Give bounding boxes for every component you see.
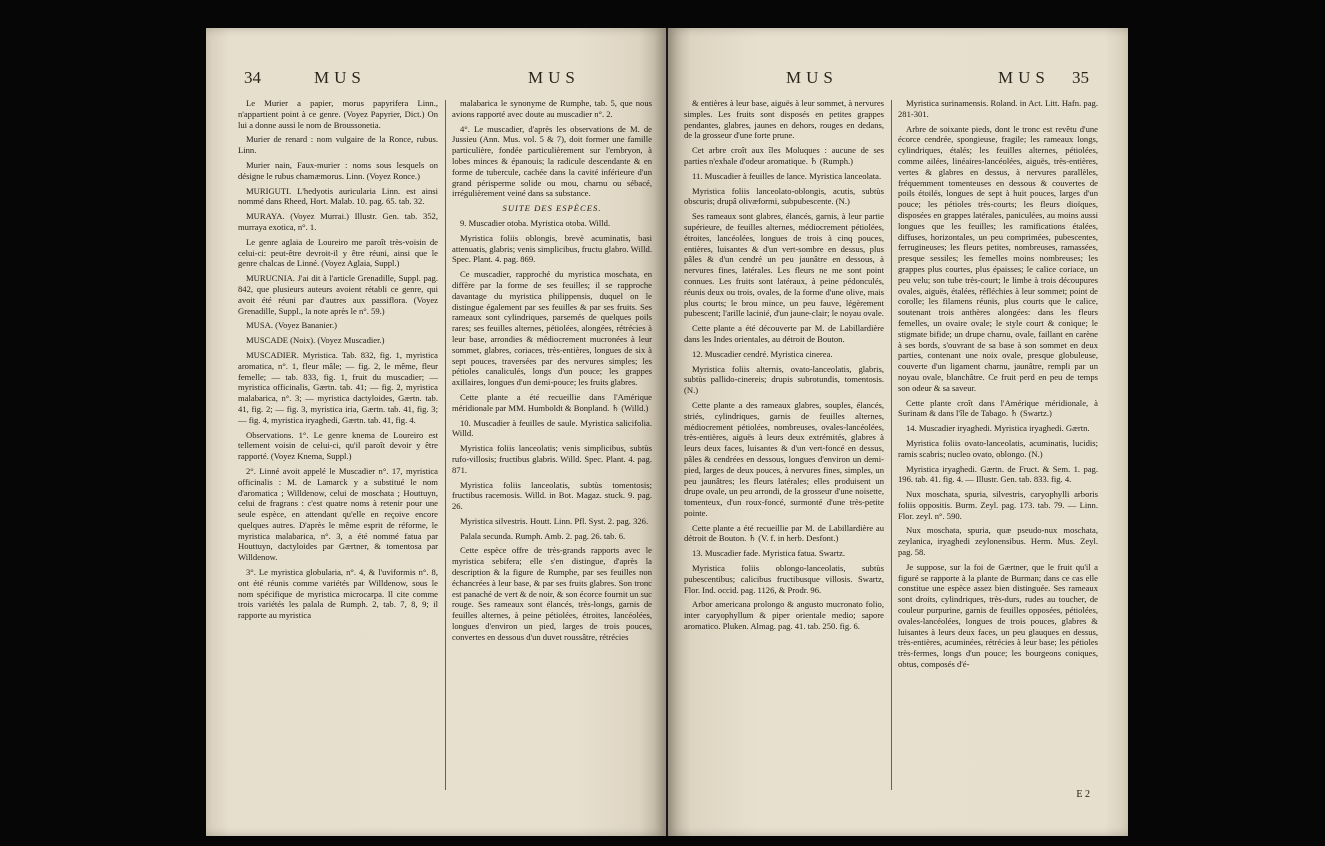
running-head-word: MUS [528,68,580,87]
paragraph: Cette espèce offre de très-grands rapports avec le myristica sebifera; elle s'en distingue, d'après la description & la figure de Rumphe, par ses feuilles non échancrées à leur base, & par ses fruits glabres. Son tronc est panaché de vert & de noir, & son écorce fournit un suc rouge. Ses rameaux sont élancés, très-longs, garnis de feuilles alternes, à peine pétiolées, étroites, lancéolées, longues d'environ un pied, larges de trois pouces, convertes en dessous d'un duvet roussâtre, rétrécies [452,545,652,642]
paragraph: 10. Muscadier à feuilles de saule. Myristica salicifolia. Willd. [452,417,652,439]
right-running-head [668,68,1128,92]
paragraph: 12. Muscadier cendré. Myristica cinerea. [692,348,833,359]
column-rule [891,100,892,790]
paragraph: Cette plante a été recueillie dans l'Amérique méridionale par MM. Humboldt & Bonpland. ♄ (Willd.) [452,391,652,413]
paragraph: Murier de renard : nom vulgaire de la Ronce, rubus. Linn. [238,134,438,156]
paragraph: MURUCNIA. J'ai dit à l'article Grenadille, Suppl. pag. 842, que plusieurs auteurs avoient rétabli ce genre, qui avoit été réuni par d'autres aux passiflora. (Voyez Grenadille, Suppl., la note après le n°. 59.) [238,273,438,316]
page-number: 34 [244,68,261,87]
paragraph: Myristica foliis lanceolato-oblongis, acutis, subtùs obscuris; drupâ olivæformi, subpubescente. (N.) [684,185,884,207]
column-rule [445,100,446,790]
signature-mark: E 2 [1076,789,1090,800]
paragraph: Cette plante a des rameaux glabres, souples, élancés, striés, cylindriques, garnis de feuilles alternes, médiocrement pétiolées, nombreuses, ovales-lancéolées, très-entières, aiguës à leurs deux extrémités, glabres à leurs deux faces, luisantes & d'un vert-foncé en dessus, pâles & cendrées en dessous, longues d'environ un demi-pied, larges de deux pouces, à nervures fines, simples, un peu jaunâtres; les fleurs latérales; elles produisent un drupe ovale, un peu arrondi, de la grosseur d'une noisette, tomenteux, d'un roux-foncé, surmonté d'une très-petite pointe. [684,399,884,518]
paragraph: 11. Muscadier à feuilles de lance. Myristica lanceolata. [692,170,882,181]
paragraph: MUSA. (Voyez Bananier.) [246,320,338,331]
paragraph: Myristica foliis oblongis, brevè acuminatis, basi attenuatis, glabris; venis simplicibus, fructu glabro. Willd. Spec. Plant. 4. pag. 869. [452,232,652,265]
paragraph: 4°. Le muscadier, d'après les observations de M. de Jussieu (Ann. Mus. vol. 5 & 7), doit former une famille particulière, fondée particulièrement sur l'embryon, à lobes minces & épanouis; la radicule descendante & en forme de tubercule, cachée dans la cavité inférieure d'un grand périsperme solide ou mou, charnu ou sébacé, irrégulièrement veiné dans sa substance. [452,123,652,199]
paragraph: Nux moschata, spuria, silvestris, caryophylli arboris foliis oppositis. Burm. Zeyl. pag. 173. tab. 79. — Linn. Flor. zeyl. n°. 590. [898,489,1098,521]
paragraph: 3°. Le myristica globularia, n°. 4, & l'uviformis n°. 8, ont été réunis comme variétés par Willdenow, sous le nom spécifique de myristica microcarpa. Il cite comme trois variétés les palala de Rumph. 2, tab. 7, 8, 9; il rapporte au myristica [238,567,438,621]
running-head-word: MUS [314,68,366,87]
paragraph: SUITE DES ESPÈCES. [502,203,602,214]
paragraph: MUSCADIER. Myristica. Tab. 832, fig. 1, myristica aromatica, n°. 1, fleur mâle; — fig. 2, le même, fleur femelle; — tab. 833, fig. 1, fruit du muscadier; — myristica officinalis, Gærtn. tab. 41; — fig. 2, myristica malabarica, n°. 3; — myristica dactyloides, Gærtn. tab. 41, fig. 2; — fig. 3, myristica iria, Gærtn. tab. 41, fig. 3; — fig. 4, myristica iryaghedi, Gærtn. tab. 41, fig. 4. [238,349,438,425]
paragraph: Myristica foliis lanceolatis, subtùs tomentosis; fructibus racemosis. Willd. in Bot. Magaz. stuck. 9. pag. 26. [452,479,652,512]
left-running-head [206,68,666,92]
paragraph: 14. Muscadier iryaghedi. Myristica iryaghedi. Gærtn. [906,423,1090,434]
paragraph: Nux moschata, spuria, quæ pseudo-nux moschata, zeylanica, iryaghedi zeylonensibus. Herm. Mus. Zeyl. pag. 58. [898,525,1098,558]
paragraph: Ce muscadier, rapproché du myristica moschata, en diffère par la forme de ses feuilles; il se rapproche davantage du myristica philippensis, duquel on le distingue également par ses feuilles & par ses fruits. Ses rameaux sont cylindriques, parsemés de quelques poils rares; ses feuilles alternes, pétiolées, alongées, rétrécies à leur base, arrondies & médiocrement mucronées à leur sommet, glabres, coriaces, très-entières, longues de six à sept pouces, traversées par des nervures simples; les pétioles canaliculés, longs d'un pouce; les grappes axillaires, longues d'un demi-pouce; les fruits glabres. [452,269,652,388]
paragraph: Myristica silvestris. Houtt. Linn. Pfl. Syst. 2. pag. 326. [460,515,649,526]
right-page-column-1 [684,98,884,810]
paragraph: Ses rameaux sont glabres, élancés, garnis, à leur partie supérieure, de feuilles alternes, médiocrement pétiolées, étroites, lancéolées, longues de trois à cinq pouces, entières, luisantes & d'un vert-sombre en dessus, plus pâles & d'un cendré un peu jaunâtre en dessous, à nervures fines, latérales. Les fleurs ne me sont point connues. Les fruits sont latéraux, à peine pédonculés, réunis deux ou trois, ovales, de la forme d'une olive, mais plus courts; le brou mince, un peu fauve, légèrement pubescent; l'arille lacinié, d'un jaune-clair; le noyau ovale. [684,211,884,319]
paragraph: Le genre aglaia de Loureiro me paroît très-voisin de celui-ci: peut-être devroit-il y être réuni, ainsi que le genre chalcas de Linné. (Voyez Aglaia, Suppl.) [238,236,438,269]
running-head-word: MUS [998,68,1050,87]
paragraph: Cette plante croît dans l'Amérique méridionale, à Surinam & dans l'île de Tabago. ♄ (Swartz.) [898,397,1098,419]
right-page [668,28,1128,836]
paragraph: MURIGUTI. L'hedyotis auricularia Linn. est ainsi nommé dans Rheed, Hort. Malab. 10. pag. 65. tab. 32. [238,185,438,207]
paragraph: & entières à leur base, aiguës à leur sommet, à nervures simples. Les fruits sont disposés en petites grappes pendantes, glabres, jaunes en dehors, rouges en dedans, de la grosseur d'une forte prune. [684,98,884,141]
paragraph: malabarica le synonyme de Rumphe, tab. 5, que nous avions rapporté avec doute au muscadier n°. 2. [452,98,652,119]
paragraph: Myristica foliis ovato-lanceolatis, acuminatis, lucidis; ramis scabris; nucleo ovato, oblongo. (N.) [898,437,1098,459]
paragraph: Myristica foliis lanceolatis; venis simplicibus, subtùs rufo-villosis; fructibus glabris. Willd. Spec. Plant. 4. pag. 871. [452,443,652,475]
paragraph: Cet arbre croît aux îles Moluques : aucune de ses parties n'exhale d'odeur aromatique. ♄ (Rumph.) [684,145,884,166]
paragraph: Cette plante a été découverte par M. de Labillardière dans les Indes orientales, au détroit de Bouton. [684,323,884,344]
paragraph: Palala secunda. Rumph. Amb. 2. pag. 26. tab. 6. [460,530,626,541]
paragraph: MUSCADE (Noix). (Voyez Muscadier.) [246,335,385,346]
paragraph: Myristica surinamensis. Roland. in Act. Litt. Hafn. pag. 281-301. [898,98,1098,119]
left-page-column-1 [238,98,438,810]
book-spread [206,28,1128,836]
right-page-column-2 [898,98,1098,810]
paragraph: 2°. Linné avoit appelé le Muscadier n°. 17, myristica officinalis : M. de Lamarck y a substitué le nom d'aromatica ; Willdenow, celui de moschata ; Houttuyn, celui de fragrans : c'est quatre noms à retenir pour une seule espèce, en attendant qu'elle en reçoive encore quelques autres. D'après le même esprit de réforme, le myristica malabarica, n°. 3, a été nommé fatua par Houttuyn, dactyloides par Gærtner, & tomentosa par Willdenow. [238,465,438,563]
paragraph: Le Murier a papier, morus papyrifera Linn., n'appartient point à ce genre. (Voyez Papyrier, Dict.) On lui a donne aussi le nom de Broussonetia. [238,98,438,130]
paragraph: Arbor americana prolongo & angusto mucronato folio, inter caryophyllum & piper orientale medio; sapore aromatico. Pluken. Almag. pag. 41. tab. 250. fig. 6. [684,599,884,632]
paragraph: Je suppose, sur la foi de Gærtner, que le fruit qu'il a figuré se rapporte à la plante de Burman; dans ce cas elle constitue une espèce assez bien distinguée. Ses rameaux sont droits, cylindriques, très-durs, rudes au toucher, de couleur purpurine, garnis de feuilles opposées, pétiolées, ovales-lancéolées, longues de trois pouces, glabres & luisantes à leurs deux faces, un peu glauques en dessus, très-entières, acuminées, rétrécies à leur base; les pétioles très-fermes, longs d'un pouce; les bourgeons coniques, obtus, composés d'é- [898,561,1098,670]
page-number: 35 [1072,68,1089,87]
left-page [206,28,666,836]
paragraph: MURAYA. (Voyez Murrai.) Illustr. Gen. tab. 352, murraya exotica, n°. 1. [238,211,438,232]
paragraph: Observations. 1°. Le genre knema de Loureiro est tellement voisin de celui-ci, qu'il paroît devoir y être rapporté. (Voyez Knema, Suppl.) [238,429,438,462]
paragraph: Myristica iryaghedi. Gærtn. de Fruct. & Sem. 1. pag. 196. tab. 41. fig. 4. — Illustr. Gen. tab. 833. fig. 4. [898,463,1098,485]
left-page-column-2 [452,98,652,810]
paragraph: Myristica foliis oblongo-lanceolatis, subtùs pubescentibus; calicibus fructibusque villosis. Swartz, Flor. Ind. occid. pag. 1126, & Prodr. 96. [684,563,884,595]
paragraph: Arbre de soixante pieds, dont le tronc est revêtu d'une écorce cendrée, spongieuse, fragile; les rameaux longs, cylindriques, étalés; les feuilles alternes, pétiolées, comme ailées, linéaires-lancéolées, aiguës, très-entières, vertes & glabres en dessus, à nervures parallèles, fréquemment tomenteuses en dessous & couvertes de poils étoilés, longues de sept à huit pouces, larges d'un pouce; les pétioles très-courts; les fleurs dioïques, disposées en grappes latérales, paniculées, au moins aussi longues que les feuilles; les ramifications étalées, diffuses, horizontales, un peu comprimées, pubescentes, ferrugineuses; les fleurs petites, nombreuses, ramassées, presque sessiles; les femelles moins nombreuses; les grappes plus courtes, plus épaisses; le calice coriace, un peu velu; son tube très-court; le limbe à trois découpures ovales, aiguës, étalées, réfléchies à leur sommet; point de corolle; les filamens réunis, plus courts que le calice, soutenant trois anthères alongées: dans les fleurs femelles, un ovaire ovale; le style court & conique; le stigmate bifide; un drupe charnu, ovale, faillant en carène à ses bords, s'ouvrant de sa base à son sommet en deux parties, contenant une noix ovale, presque globuleuse, couverte d'un ligament charnu, jaunâtre, rempli par un noyau ovale, blanchâtre. Ce fruit perd en peu de temps son odeur & sa saveur. [898,123,1098,393]
paragraph: 9. Muscadier otoba. Myristica otoba. Willd. [460,217,611,228]
running-head-word: MUS [786,68,838,87]
paragraph: Murier nain, Faux-murier : noms sous lesquels on désigne le rubus chamæmorus. Linn. (Voyez Ronce.) [238,159,438,181]
paragraph: Myristica foliis alternis, ovato-lanceolatis, glabris, subtùs pallido-cinereis; drupis subrotundis, tomentosis. (N.) [684,363,884,396]
paragraph: Cette plante a été recueillie par M. de Labillardière au détroit de Bouton. ♄ (V. f. in herb. Desfont.) [684,522,884,544]
paragraph: 13. Muscadier fade. Myristica fatua. Swartz. [692,548,845,559]
